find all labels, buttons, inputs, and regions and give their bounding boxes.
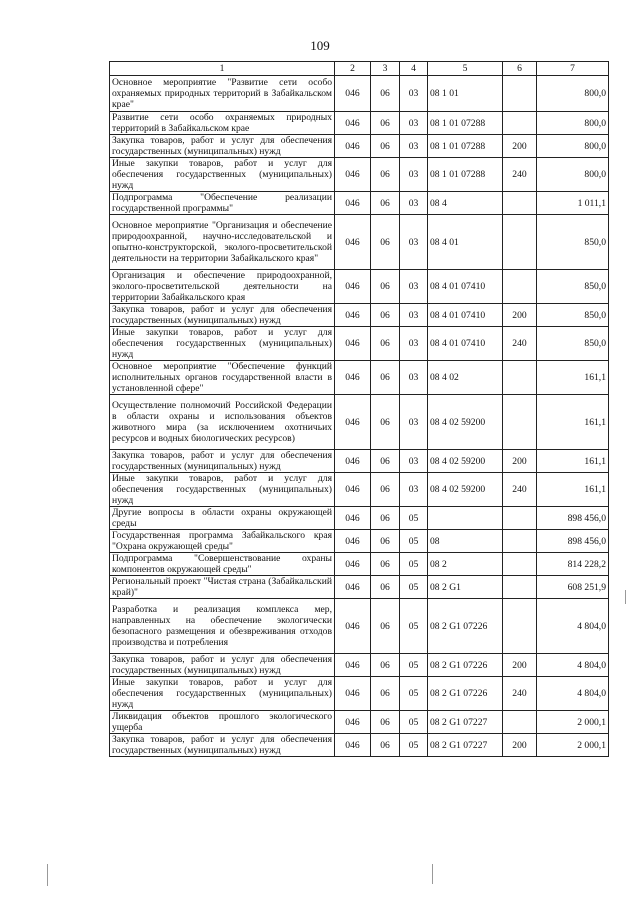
row-amount: 161,1 [537,395,609,450]
row-expense-type [503,576,537,599]
row-name: Организация и обеспечение природоохранной, эколого-просветительской деятельности на территории Забайкальского края [110,270,335,304]
row-grbs-code: 046 [335,450,371,473]
row-section-code: 06 [371,576,400,599]
row-expense-type: 200 [503,135,537,158]
budget-table [109,61,609,757]
header-cell: 4 [400,62,428,76]
table-row [110,270,609,304]
row-expense-type: 240 [503,677,537,711]
row-grbs-code: 046 [335,270,371,304]
row-section-code: 06 [371,215,400,270]
row-grbs-code: 046 [335,304,371,327]
row-subsection-code: 05 [400,734,428,757]
table-body [110,76,609,757]
row-expense-type [503,192,537,215]
row-target-article: 08 4 02 59200 [428,473,503,507]
row-target-article: 08 1 01 07288 [428,112,503,135]
row-section-code: 06 [371,473,400,507]
row-amount: 850,0 [537,327,609,361]
row-section-code: 06 [371,734,400,757]
table-row [110,576,609,599]
row-subsection-code: 03 [400,112,428,135]
row-target-article: 08 2 [428,553,503,576]
row-amount: 161,1 [537,361,609,395]
row-amount: 161,1 [537,473,609,507]
row-subsection-code: 03 [400,135,428,158]
row-grbs-code: 046 [335,473,371,507]
row-grbs-code: 046 [335,711,371,734]
row-subsection-code: 03 [400,76,428,112]
row-amount: 850,0 [537,215,609,270]
row-target-article: 08 1 01 07288 [428,135,503,158]
row-name: Закупка товаров, работ и услуг для обеспечения государственных (муниципальных) нужд [110,304,335,327]
row-name: Закупка товаров, работ и услуг для обеспечения государственных (муниципальных) нужд [110,654,335,677]
table-row [110,734,609,757]
row-section-code: 06 [371,158,400,192]
row-section-code: 06 [371,304,400,327]
row-expense-type: 200 [503,734,537,757]
table-row [110,135,609,158]
row-expense-type [503,711,537,734]
row-name: Осуществление полномочий Российской Федерации в области охраны и использования объектов животного мира (за исключением охотничьих ресурсов и водных биологических ресурсов) [110,395,335,450]
row-section-code: 06 [371,553,400,576]
row-subsection-code: 05 [400,711,428,734]
row-target-article: 08 2 G1 07226 [428,654,503,677]
row-subsection-code: 03 [400,473,428,507]
table-row [110,599,609,654]
table-row [110,327,609,361]
row-expense-type [503,507,537,530]
row-amount: 608 251,9 [537,576,609,599]
scan-artifact [625,590,626,604]
row-expense-type [503,395,537,450]
row-expense-type: 200 [503,450,537,473]
row-section-code: 06 [371,530,400,553]
row-amount: 4 804,0 [537,599,609,654]
table-row [110,158,609,192]
row-name: Развитие сети особо охраняемых природных территорий в Забайкальском крае [110,112,335,135]
row-expense-type: 240 [503,158,537,192]
row-section-code: 06 [371,361,400,395]
row-subsection-code: 03 [400,450,428,473]
table-row [110,654,609,677]
row-name: Региональный проект "Чистая страна (Забайкальский край)" [110,576,335,599]
row-subsection-code: 03 [400,192,428,215]
row-name: Подпрограмма "Обеспечение реализации государственной программы" [110,192,335,215]
table-row [110,215,609,270]
header-cell: 5 [428,62,503,76]
row-subsection-code: 05 [400,654,428,677]
header-row [110,62,609,76]
row-name: Закупка товаров, работ и услуг для обеспечения государственных (муниципальных) нужд [110,135,335,158]
row-amount: 4 804,0 [537,677,609,711]
row-section-code: 06 [371,507,400,530]
row-subsection-code: 05 [400,553,428,576]
row-target-article: 08 2 G1 07227 [428,711,503,734]
row-name: Ликвидация объектов прошлого экологического ущерба [110,711,335,734]
row-target-article: 08 4 02 59200 [428,395,503,450]
table-row [110,530,609,553]
row-section-code: 06 [371,76,400,112]
row-amount: 898 456,0 [537,530,609,553]
row-target-article: 08 1 01 [428,76,503,112]
table-row [110,677,609,711]
row-grbs-code: 046 [335,599,371,654]
row-subsection-code: 05 [400,530,428,553]
row-amount: 161,1 [537,450,609,473]
row-amount: 850,0 [537,270,609,304]
row-amount: 800,0 [537,158,609,192]
row-expense-type: 200 [503,304,537,327]
table-row [110,192,609,215]
row-name: Основное мероприятие "Организация и обеспечение природоохранной, научно-исследовательской и опытно-конструкторской, эколого-просветительской деятельности на территории Забайкальского края" [110,215,335,270]
row-name: Основное мероприятие "Обеспечение функций исполнительных органов государственной власти в установленной сфере" [110,361,335,395]
row-name: Разработка и реализация комплекса мер, направленных на обеспечение экологически безопасного размещения и обезвреживания отходов производства и потребления [110,599,335,654]
row-section-code: 06 [371,270,400,304]
row-target-article: 08 2 G1 [428,576,503,599]
row-subsection-code: 05 [400,599,428,654]
row-expense-type [503,530,537,553]
row-expense-type: 240 [503,473,537,507]
row-amount: 4 804,0 [537,654,609,677]
row-target-article: 08 2 G1 07226 [428,599,503,654]
row-target-article: 08 4 02 [428,361,503,395]
row-grbs-code: 046 [335,135,371,158]
row-grbs-code: 046 [335,327,371,361]
row-grbs-code: 046 [335,76,371,112]
table-row [110,112,609,135]
row-expense-type [503,599,537,654]
row-target-article: 08 1 01 07288 [428,158,503,192]
row-subsection-code: 05 [400,576,428,599]
row-name: Иные закупки товаров, работ и услуг для обеспечения государственных (муниципальных) нужд [110,677,335,711]
row-amount: 800,0 [537,135,609,158]
table-row [110,304,609,327]
row-expense-type: 200 [503,654,537,677]
page-number: 109 [310,38,330,53]
row-expense-type [503,112,537,135]
row-section-code: 06 [371,192,400,215]
row-grbs-code: 046 [335,654,371,677]
row-section-code: 06 [371,654,400,677]
row-amount: 850,0 [537,304,609,327]
row-name: Закупка товаров, работ и услуг для обеспечения государственных (муниципальных) нужд [110,450,335,473]
row-amount: 800,0 [537,112,609,135]
row-grbs-code: 046 [335,576,371,599]
row-target-article: 08 4 01 07410 [428,327,503,361]
row-grbs-code: 046 [335,158,371,192]
table-row [110,395,609,450]
table-row [110,473,609,507]
row-expense-type [503,215,537,270]
row-section-code: 06 [371,135,400,158]
scan-artifact [432,864,433,884]
row-target-article: 08 2 G1 07227 [428,734,503,757]
table-row [110,711,609,734]
row-subsection-code: 05 [400,507,428,530]
row-section-code: 06 [371,112,400,135]
row-amount: 2 000,1 [537,711,609,734]
row-expense-type: 240 [503,327,537,361]
row-amount: 800,0 [537,76,609,112]
row-subsection-code: 03 [400,395,428,450]
row-subsection-code: 03 [400,304,428,327]
header-cell: 2 [335,62,371,76]
row-target-article: 08 4 01 07410 [428,270,503,304]
table-row [110,507,609,530]
scan-artifact [47,864,48,886]
row-amount: 2 000,1 [537,734,609,757]
row-subsection-code: 03 [400,158,428,192]
row-target-article: 08 4 01 [428,215,503,270]
table-row [110,450,609,473]
row-subsection-code: 03 [400,215,428,270]
table-row [110,361,609,395]
row-grbs-code: 046 [335,215,371,270]
row-amount: 814 228,2 [537,553,609,576]
row-amount: 1 011,1 [537,192,609,215]
row-name: Иные закупки товаров, работ и услуг для обеспечения государственных (муниципальных) нужд [110,327,335,361]
row-grbs-code: 046 [335,553,371,576]
row-grbs-code: 046 [335,192,371,215]
row-expense-type [503,76,537,112]
row-target-article: 08 4 01 07410 [428,304,503,327]
row-name: Иные закупки товаров, работ и услуг для обеспечения государственных (муниципальных) нужд [110,473,335,507]
row-target-article [428,507,503,530]
row-name: Другие вопросы в области охраны окружающей среды [110,507,335,530]
row-grbs-code: 046 [335,507,371,530]
row-grbs-code: 046 [335,112,371,135]
row-amount: 898 456,0 [537,507,609,530]
row-name: Иные закупки товаров, работ и услуг для обеспечения государственных (муниципальных) нужд [110,158,335,192]
header-cell: 3 [371,62,400,76]
row-expense-type [503,270,537,304]
row-section-code: 06 [371,677,400,711]
row-name: Государственная программа Забайкальского края "Охрана окружающей среды" [110,530,335,553]
table-row [110,553,609,576]
row-target-article: 08 [428,530,503,553]
row-section-code: 06 [371,711,400,734]
row-grbs-code: 046 [335,677,371,711]
table-row [110,76,609,112]
row-subsection-code: 03 [400,270,428,304]
row-name: Подпрограмма "Совершенствование охраны компонентов окружающей среды" [110,553,335,576]
row-grbs-code: 046 [335,734,371,757]
row-subsection-code: 03 [400,327,428,361]
row-target-article: 08 4 02 59200 [428,450,503,473]
row-section-code: 06 [371,450,400,473]
row-name: Основное мероприятие "Развитие сети особо охраняемых природных территорий в Забайкальском крае" [110,76,335,112]
row-expense-type [503,553,537,576]
row-grbs-code: 046 [335,530,371,553]
row-target-article: 08 2 G1 07226 [428,677,503,711]
row-grbs-code: 046 [335,395,371,450]
row-name: Закупка товаров, работ и услуг для обеспечения государственных (муниципальных) нужд [110,734,335,757]
row-target-article: 08 4 [428,192,503,215]
row-grbs-code: 046 [335,361,371,395]
row-section-code: 06 [371,327,400,361]
row-subsection-code: 05 [400,677,428,711]
row-section-code: 06 [371,599,400,654]
header-cell: 7 [537,62,609,76]
row-subsection-code: 03 [400,361,428,395]
row-expense-type [503,361,537,395]
header-cell: 1 [110,62,335,76]
header-cell: 6 [503,62,537,76]
row-section-code: 06 [371,395,400,450]
